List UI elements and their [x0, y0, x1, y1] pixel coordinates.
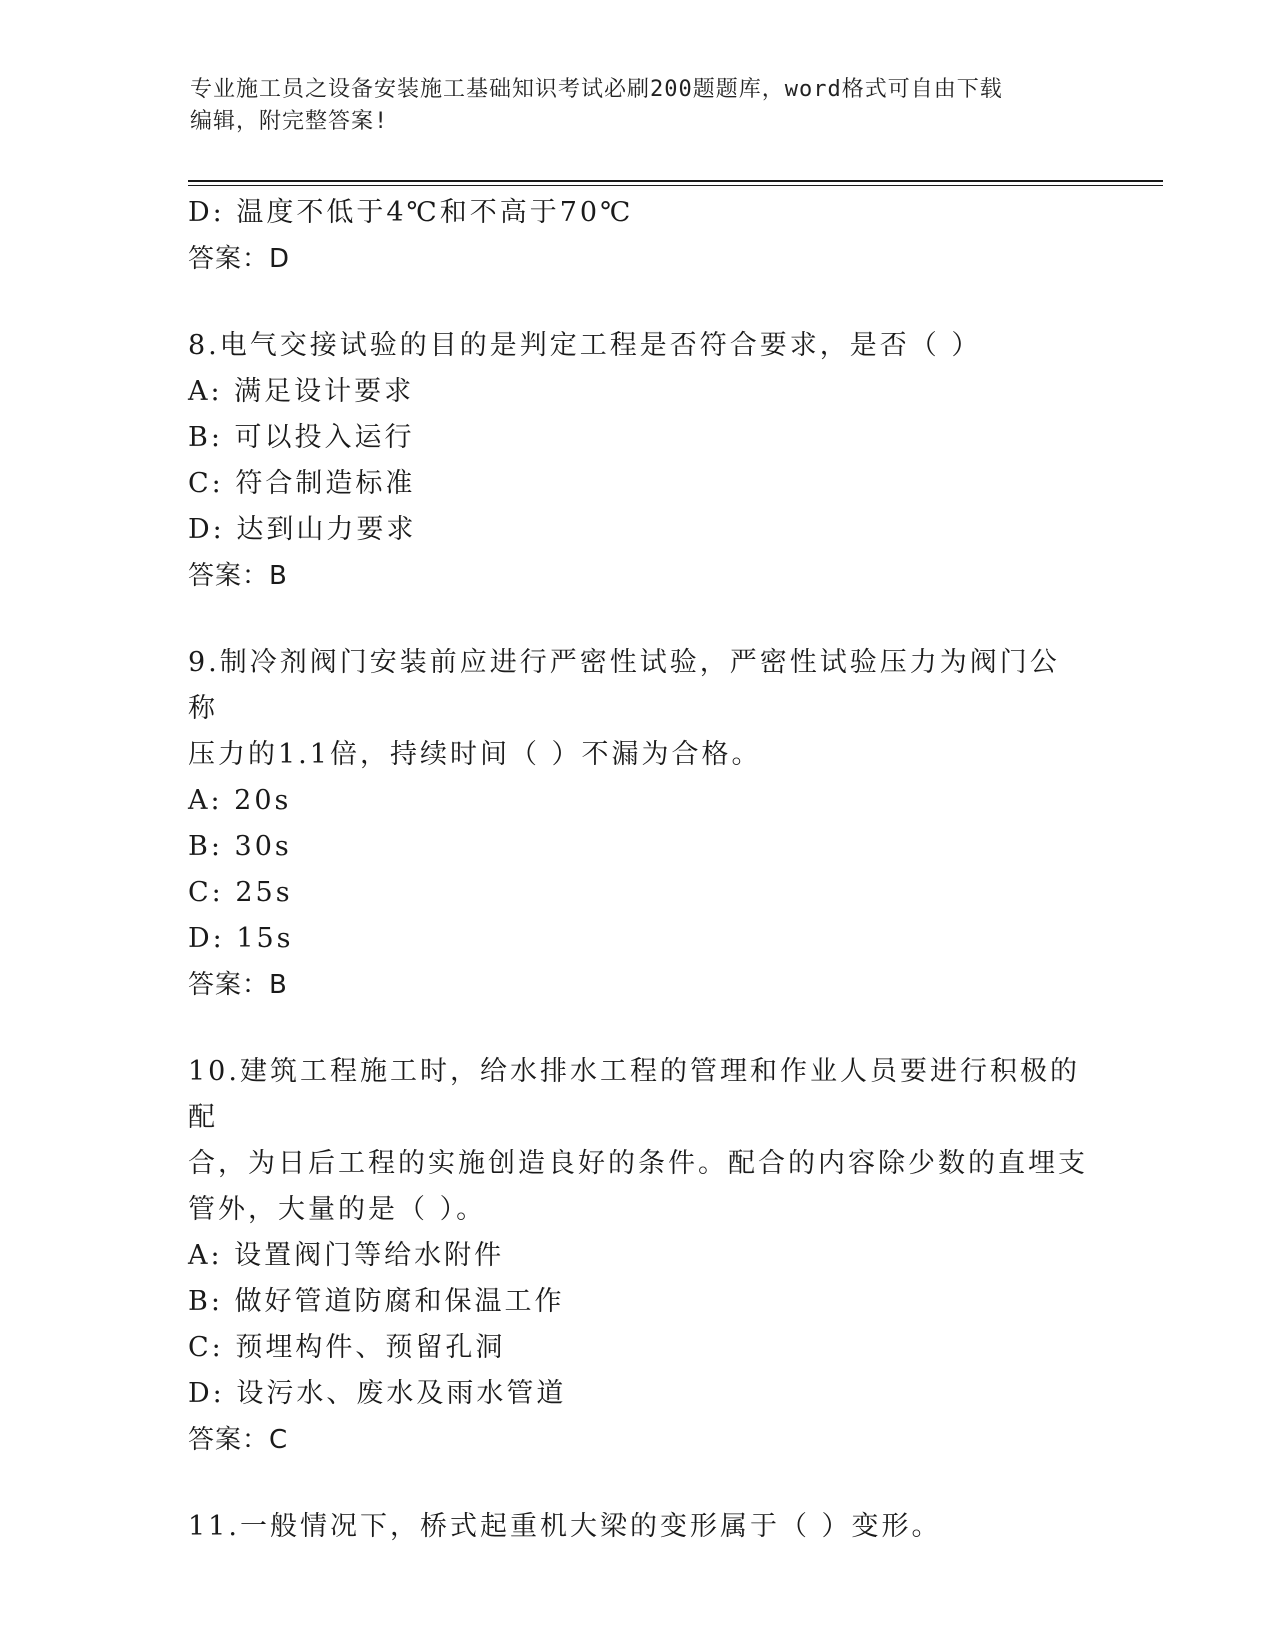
question-text-line-1: 10.建筑工程施工时，给水排水工程的管理和作业人员要进行积极的配 [188, 1056, 1080, 1133]
question-block-9 [188, 640, 1088, 1008]
header-line-2: 编辑，附完整答案! [190, 109, 389, 134]
option-b: B: 可以投入运行 [188, 422, 415, 453]
header-line-1: 专业施工员之设备安装施工基础知识考试必刷200题题库，word格式可自由下载 [190, 77, 1003, 102]
option-d: D: 达到山力要求 [188, 514, 417, 545]
option-b: B: 30s [188, 831, 292, 862]
spacer [188, 282, 1088, 323]
option-a: A: 设置阀门等给水附件 [188, 1240, 505, 1271]
spacer [188, 1008, 1088, 1049]
question-text-line-3: 管外，大量的是（ ）。 [188, 1194, 487, 1225]
question-block-8 [188, 323, 1088, 599]
spacer [188, 1463, 1088, 1504]
option-d: D: 温度不低于4℃和不高于70℃ [188, 197, 634, 228]
question-text: 11.一般情况下，桥式起重机大梁的变形属于（ ）变形。 [188, 1511, 942, 1542]
question-text-line-2: 合，为日后工程的实施创造良好的条件。配合的内容除少数的直埋支 [188, 1148, 1088, 1179]
header-divider-thick [188, 180, 1163, 182]
answer-line: 答案：B [188, 970, 288, 1000]
document-body [188, 190, 1088, 1550]
question-text-line-2: 压力的1.1倍，持续时间（ ）不漏为合格。 [188, 739, 762, 770]
option-a: A: 满足设计要求 [188, 376, 415, 407]
question-block-10 [188, 1049, 1088, 1463]
answer-line: 答案：B [188, 561, 288, 591]
answer-line: 答案：C [188, 1425, 289, 1455]
option-c: C: 25s [188, 877, 293, 908]
document-header [190, 74, 1080, 138]
answer-line: 答案：D [188, 244, 291, 274]
option-c: C: 符合制造标准 [188, 468, 416, 499]
question-block-7-tail [188, 190, 1088, 282]
option-d: D: 15s [188, 923, 294, 954]
spacer [188, 599, 1088, 640]
question-text: 8.电气交接试验的目的是判定工程是否符合要求，是否（ ） [188, 330, 982, 361]
option-a: A: 20s [188, 785, 292, 816]
option-c: C: 预埋构件、预留孔洞 [188, 1332, 506, 1363]
option-b: B: 做好管道防腐和保温工作 [188, 1286, 565, 1317]
question-block-11 [188, 1504, 1088, 1550]
header-divider-thin [188, 185, 1163, 186]
option-d: D: 设污水、废水及雨水管道 [188, 1378, 567, 1409]
question-text-line-1: 9.制冷剂阀门安装前应进行严密性试验，严密性试验压力为阀门公称 [188, 647, 1060, 724]
